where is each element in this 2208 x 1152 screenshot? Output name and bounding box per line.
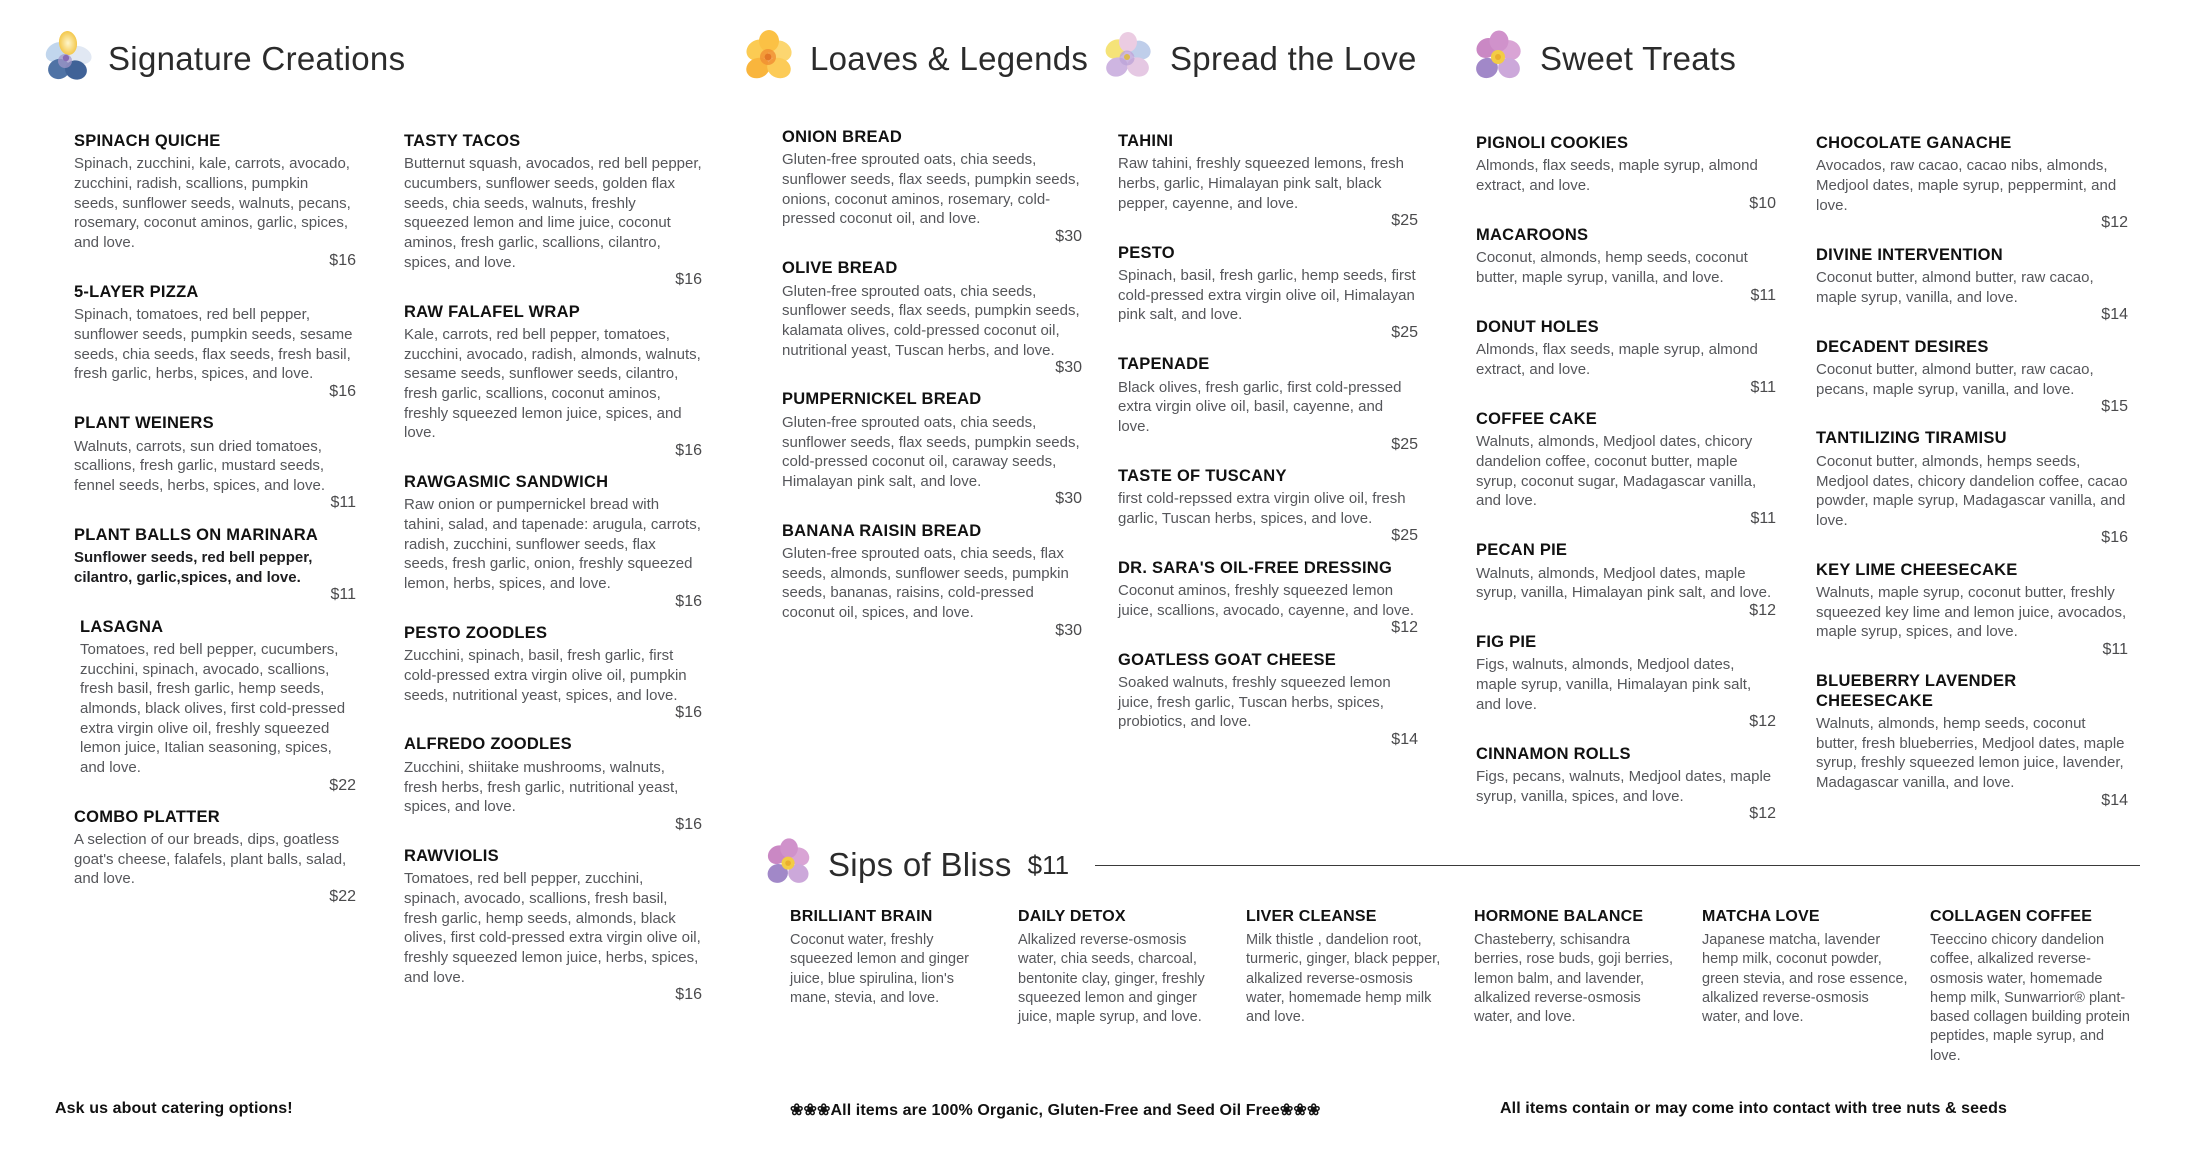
menu-item-name: 5-LAYER PIZZA [74,282,199,301]
menu-item [1118,651,1418,750]
menu-item [74,132,356,270]
menu-item [1816,429,2128,547]
menu-item-description: Zucchini, shiitake mushrooms, walnuts, fresh herbs, fresh garlic, nutritional yeast, spices, and love. [404,758,679,816]
menu-item-description: Coconut butter, almonds, hemps seeds, Medjool dates, chicory dandelion coffee, cacao powder, maple syrup, Madagascar vanilla, and love. [1816,452,2128,529]
menu-item-price: $14 [2101,791,2128,809]
menu-item-description: Almonds, flax seeds, maple syrup, almond extract, and love. [1476,341,1758,378]
menu-item-price: $25 [1391,435,1418,453]
menu-item-price: $16 [675,815,702,833]
menu-item [404,473,702,611]
menu-item-name: OLIVE BREAD [782,259,898,278]
menu-item-description: Coconut butter, almond butter, raw cacao, pecans, maple syrup, vanilla, and love. [1816,360,2094,398]
menu-item-price: $11 [1750,286,1776,304]
footer-catering: Ask us about catering options! [55,1100,293,1117]
menu-item-price: $25 [1391,323,1418,341]
menu-item-price: $22 [329,776,356,794]
menu-item [1476,134,1776,213]
menu-item-name: RAWGASMIC SANDWICH [404,473,609,491]
sips-drinks-row [790,908,2136,1066]
section-header-sips [760,836,2140,894]
menu-item-price: $16 [675,986,702,1004]
menu-item-price: $11 [330,494,356,512]
menu-item-description: Coconut butter, almond butter, raw cacao, maple syrup, vanilla, and love. [1816,269,2094,306]
menu-item-price: $16 [675,271,702,289]
menu-item [404,132,702,290]
menu-item-name: RAW FALAFEL WRAP [404,302,581,321]
menu-item-price: $16 [329,251,356,269]
menu-item [1816,561,2128,660]
menu-item-description: Figs, walnuts, almonds, Medjool dates, maple syrup, vanilla, Himalayan pink salt, and love. [1476,656,1752,713]
menu-item-price: $16 [2101,529,2128,547]
menu-item [404,303,702,461]
menu-item-price: $14 [1391,731,1418,748]
menu-item [1118,132,1418,231]
section-title-spread: Spread the Love [1170,40,1417,77]
menu-item-description: Sunflower seeds, red bell pepper, cilantro, garlic,spices, and love. [74,549,313,586]
menu-item [74,283,356,401]
drink-name: LIVER CLEANSE [1246,908,1377,925]
flower-icon-pastel [1098,28,1160,90]
flower-icon-purple [760,836,818,894]
menu-item [1476,226,1776,305]
flower-icon-blue [36,28,98,90]
menu-item-name: TAPENADE [1118,355,1210,374]
menu-item-name: PECAN PIE [1476,541,1568,560]
menu-item-price: $10 [1749,194,1776,212]
menu-item-price: $30 [1055,359,1082,377]
menu-item [1118,467,1418,546]
menu-item-price: $16 [675,441,702,459]
menu-item-price: $16 [675,592,702,610]
menu-item-name: BLUEBERRY LAVENDER CHEESECAKE [1816,672,2017,710]
menu-item-description: Walnuts, almonds, Medjool dates, maple syrup, vanilla, Himalayan pink salt, and love. [1476,564,1772,602]
section-header-loaves [738,28,1098,90]
menu-item-description: Spinach, basil, fresh garlic, hemp seeds, first cold-pressed extra virgin olive oil, Himalayan pink salt, and love. [1118,267,1416,324]
sweet-column-1 [1476,134,1776,836]
menu-item-name: PESTO ZOODLES [404,623,548,642]
menu-item-price: $12 [1749,601,1776,619]
menu-item [74,618,356,795]
menu-item [74,526,356,605]
menu-item-description: Soaked walnuts, freshly squeezed lemon juice, fresh garlic, Tuscan herbs, spices, probiotics, and love. [1118,674,1391,731]
menu-item-description: Coconut, almonds, hemp seeds, coconut butter, maple syrup, vanilla, and love. [1476,249,1748,287]
menu-item [404,847,702,1005]
menu-item [1476,541,1776,620]
flower-icon-purple [1468,28,1530,90]
menu-item-price: $30 [1055,228,1082,246]
menu-item [782,522,1082,640]
menu-item-description: Walnuts, almonds, hemp seeds, coconut butter, fresh blueberries, Medjool dates, maple syrup, freshly squeezed lemon juice, lavender, Madagascar vanilla, and love. [1816,715,2125,792]
menu-item-price: $12 [1749,805,1776,823]
drink-description: Japanese matcha, lavender hemp milk, coconut powder, green stevia, and rose essence, alkalized reverse-osmosis water, and love. [1702,932,1908,1026]
menu-item-price: $11 [2102,641,2128,659]
sweet-column-2 [1816,134,2128,823]
menu-item-name: PIGNOLI COOKIES [1476,134,1629,152]
drink-name: MATCHA LOVE [1702,908,1820,925]
spread-column [1118,132,1418,762]
menu-item-price: $30 [1055,490,1082,508]
menu-item-description: Gluten-free sprouted oats, chia seeds, flax seeds, almonds, sunflower seeds, pumpkin seeds, bananas, raisins, cold-pressed coconut oil, spices, and love. [782,545,1069,622]
section-title-loaves: Loaves & Legends [810,40,1089,77]
menu-item [1476,745,1776,824]
drink-item [1474,908,1680,1066]
menu-item-name: TASTE OF TUSCANY [1118,466,1287,485]
sips-divider [1095,865,2140,866]
menu-item-price: $11 [1750,509,1776,527]
menu-item [1476,410,1776,528]
menu-item-name: COFFEE CAKE [1476,409,1598,428]
menu-item-description: Coconut aminos, freshly squeezed lemon juice, scallions, avocado, cayenne, and love. [1118,582,1415,619]
menu-item-description: Spinach, zucchini, kale, carrots, avocado, zucchini, radish, scallions, pumpkin seeds, sunflower seeds, walnuts, pecans, rosemary, coconut aminos, garlic, spices, and love. [74,155,351,252]
menu-item-price: $16 [329,382,356,400]
menu-item [404,735,702,834]
menu-item-name: CINNAMON ROLLS [1476,744,1631,763]
menu-item-price: $22 [329,888,356,906]
menu-item-name: PLANT BALLS ON MARINARA [74,525,319,544]
menu-item-name: TAHINI [1118,132,1174,150]
menu-item-price: $14 [2101,306,2128,324]
menu-item [1476,318,1776,397]
menu-item-name: DR. SARA'S OIL-FREE DRESSING [1118,558,1393,577]
menu-item-name: TANTILIZING TIRAMISU [1816,429,2007,448]
menu-item-description: Butternut squash, avocados, red bell pepper, cucumbers, sunflower seeds, golden flax seeds, chia seeds, walnuts, freshly squeezed lemon and lime juice, coconut aminos, fresh garlic, scallions, cilantro, spices, and love. [404,155,702,271]
menu-item [1118,355,1418,454]
drink-name: COLLAGEN COFFEE [1930,908,2093,925]
drink-description: Alkalized reverse-osmosis water, chia seeds, charcoal, bentonite clay, ginger, freshly squeezed lemon and ginger juice, maple syrup, and love. [1018,932,1205,1026]
menu-item-price: $12 [1749,713,1776,731]
signature-column-1 [74,132,356,919]
menu-item [1816,246,2128,325]
menu-item-description: first cold-repssed extra virgin olive oil, fresh garlic, Tuscan herbs, spices, and love. [1118,490,1406,527]
flower-icon-orange [738,28,800,90]
menu-item [1118,244,1418,343]
section-title-signature: Signature Creations [108,40,406,77]
menu-item [782,259,1082,377]
menu-item-price: $15 [2101,398,2128,416]
menu-item-description: Black olives, fresh garlic, first cold-pressed extra virgin olive oil, basil, cayenne, and love. [1118,378,1402,435]
menu-item-description: Zucchini, spinach, basil, fresh garlic, first cold-pressed extra virgin olive oil, pumpkin seeds, nutritional yeast, spices, and love. [404,647,687,704]
menu-item [404,624,702,723]
menu-item-description: Gluten-free sprouted oats, chia seeds, sunflower seeds, flax seeds, pumpkin seeds, onions, coconut aminos, rosemary, cold-pressed coconut oil, and love. [782,151,1080,228]
menu-item-description: Raw tahini, freshly squeezed lemons, fresh herbs, garlic, Himalayan pink salt, black pepper, cayenne, and love. [1118,155,1404,212]
menu-item-price: $25 [1391,527,1418,545]
menu-item-name: FIG PIE [1476,632,1537,651]
section-header-spread [1098,28,1458,90]
menu-item-name: PLANT WEINERS [74,414,214,433]
menu-item-price: $25 [1391,212,1418,230]
menu-item-name: DECADENT DESIRES [1816,337,1989,356]
menu-item-name: DIVINE INTERVENTION [1816,245,2003,264]
menu-item [1816,134,2128,233]
menu-item-description: Avocados, raw cacao, cacao nibs, almonds, Medjool dates, maple syrup, peppermint, and love. [1816,157,2117,214]
menu-item-price: $12 [1391,619,1418,637]
menu-item [1816,338,2128,417]
menu-item [74,414,356,513]
menu-item-name: TASTY TACOS [404,132,521,150]
menu-item-name: GOATLESS GOAT CHEESE [1118,650,1336,669]
menu-item-name: CHOCOLATE GANACHE [1816,134,2012,152]
section-title-sips: Sips of Bliss [828,846,1012,883]
menu-item-description: Figs, pecans, walnuts, Medjool dates, maple syrup, vanilla, spices, and love. [1476,768,1772,805]
footer-allergen: All items contain or may come into contact with tree nuts & seeds [1500,1100,2008,1117]
loaves-column [782,128,1082,653]
section-header-sweet [1468,28,1888,90]
menu-item [782,128,1082,246]
menu-item-name: ONION BREAD [782,128,903,146]
menu-item-name: COMBO PLATTER [74,807,220,826]
menu-item-name: SPINACH QUICHE [74,132,221,150]
menu-item-name: PESTO [1118,243,1175,262]
menu-item-description: Raw onion or pumpernickel bread with tahini, salad, and tapenade: arugula, carrots, radish, zucchini, sunflower seeds, flax seeds, fresh garlic, onion, freshly squeezed lemon, herbs, spices, and love. [404,496,701,593]
menu-item [782,390,1082,508]
menu-item-description: Walnuts, almonds, Medjool dates, chicory dandelion coffee, coconut butter, maple syrup, coconut sugar, Madagascar vanilla, and love. [1476,433,1757,510]
menu-item [1816,672,2128,810]
menu-item-name: RAWVIOLIS [404,847,499,866]
drink-name: BRILLIANT BRAIN [790,908,933,925]
section-header-signature [36,28,456,90]
drink-item [1930,908,2136,1066]
drink-item [1702,908,1908,1066]
drink-item [1246,908,1452,1066]
menu-item-description: Spinach, tomatoes, red bell pepper, sunflower seeds, pumpkin seeds, sesame seeds, chia seeds, flax seeds, fresh basil, fresh garlic, herbs, spices, and love. [74,306,353,383]
menu-item-description: Gluten-free sprouted oats, chia seeds, sunflower seeds, flax seeds, pumpkin seeds, kalamata olives, cold-pressed coconut oil, nutritional yeast, Tuscan herbs, and love. [782,282,1080,359]
menu-item-description: Gluten-free sprouted oats, chia seeds, sunflower seeds, flax seeds, pumpkin seeds, cold-pressed coconut oil, caraway seeds, Himalayan pink salt, and love. [782,413,1080,490]
sips-price: $11 [1027,849,1070,880]
menu-item-name: LASAGNA [80,617,164,636]
menu-item-name: DONUT HOLES [1476,317,1599,336]
drink-item [790,908,996,1066]
menu-item-description: Walnuts, maple syrup, coconut butter, freshly squeezed key lime and lemon juice, avocados, maple syrup, spices, and love. [1816,584,2127,641]
menu-item-price: $11 [1750,378,1776,396]
menu-item-price: $16 [675,704,702,722]
menu-item-name: PUMPERNICKEL BREAD [782,390,982,409]
menu-item-name: ALFREDO ZOODLES [404,735,572,754]
menu-item-description: Tomatoes, red bell pepper, zucchini, spinach, avocado, scallions, fresh basil, fresh garlic, hemp seeds, almonds, black olives, first cold-pressed extra virgin olive oil, freshly squeezed lemon juice, herbs, spices, and love. [404,870,701,986]
menu-item-description: Almonds, flax seeds, maple syrup, almond extract, and love. [1476,157,1758,195]
menu-item-name: KEY LIME CHEESECAKE [1816,560,2018,579]
drink-description: Teeccino chicory dandelion coffee, alkalized reverse-osmosis water, homemade hemp milk, Sunwarrior® plant-based collagen building protein peptides, maple syrup, and love. [1930,932,2130,1064]
menu-item-description: Kale, carrots, red bell pepper, tomatoes, zucchini, avocado, radish, almonds, walnuts, sesame seeds, sunflower seeds, cilantro, fresh garlic, scallions, coconut aminos, freshly squeezed lemon juice, spices, and love. [404,325,701,442]
drink-description: Chasteberry, schisandra berries, rose buds, goji berries, lemon balm, and lavender, alkalized reverse-osmosis water, and love. [1474,932,1674,1026]
menu-item [1118,559,1418,638]
signature-column-2 [404,132,702,1018]
drink-name: DAILY DETOX [1018,908,1126,925]
menu-item-description: Tomatoes, red bell pepper, cucumbers, zucchini, spinach, avocado, scallions, fresh basil, fresh garlic, hemp seeds, almonds, black olives, first cold-pressed extra virgin olive oil, freshly squeezed lemon juice, Italian seasoning, spices, and love. [80,641,346,776]
section-title-sweet: Sweet Treats [1540,40,1737,77]
menu-item-price: $11 [330,586,356,604]
menu-item-description: Walnuts, carrots, sun dried tomatoes, scallions, fresh garlic, mustard seeds, fennel seeds, herbs, spices, and love. [74,437,325,494]
menu-item-price: $12 [2101,214,2128,232]
menu-item [1476,633,1776,732]
menu-item-description: A selection of our breads, dips, goatless goat's cheese, falafels, plant balls, salad, and love. [74,831,347,888]
drink-description: Coconut water, freshly squeezed lemon and ginger juice, blue spirulina, lion's mane, stevia, and love. [790,932,969,1006]
drink-description: Milk thistle , dandelion root, turmeric, ginger, black pepper, alkalized reverse-osmosis water, homemade hemp milk and love. [1246,932,1441,1026]
menu-item [74,808,356,907]
drink-item [1018,908,1224,1066]
footer-organic: ❀❀❀All items are 100% Organic, Gluten-Free and Seed Oil Free❀❀❀ [790,1102,1321,1119]
menu-item-price: $30 [1055,621,1082,639]
menu-item-name: BANANA RAISIN BREAD [782,521,982,540]
menu-item-name: MACAROONS [1476,225,1589,244]
drink-name: HORMONE BALANCE [1474,908,1644,925]
